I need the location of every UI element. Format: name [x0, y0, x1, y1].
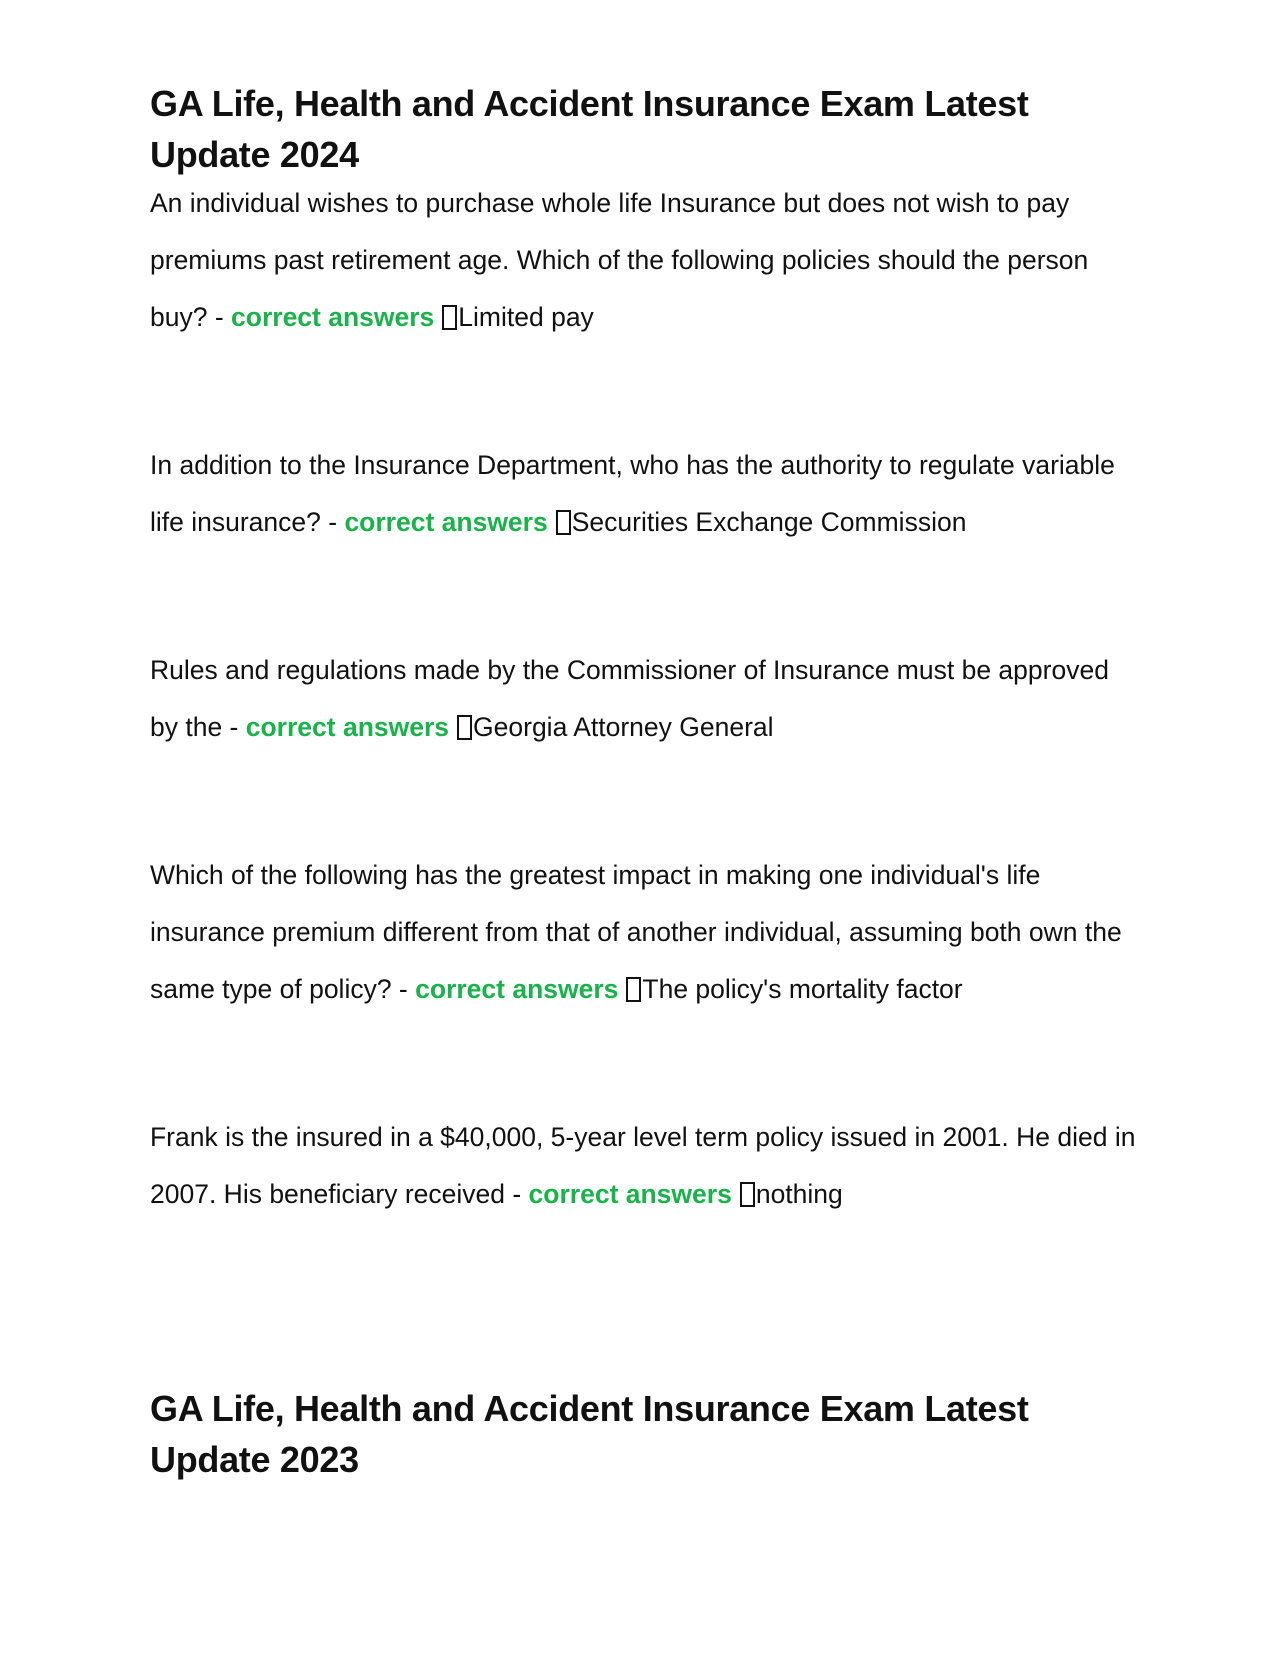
question-text: Rules and regulations made by the Commissioner of Insurance must be approved by the -: [150, 655, 1109, 742]
answer-text: Securities Exchange Commission: [571, 507, 967, 537]
qa-item-5: [150, 1109, 1140, 1223]
missing-glyph-icon: [556, 510, 571, 535]
question-text: An individual wishes to purchase whole life Insurance but does not wish to pay premiums past retirement age. Which of the following policies should the person buy? -: [150, 188, 1089, 332]
document-title: GA Life, Health and Accident Insurance Exam Latest Update 2024: [150, 83, 1029, 175]
qa-item-1: [150, 175, 1140, 346]
answer-text: nothing: [755, 1179, 843, 1209]
missing-glyph-icon: [457, 715, 472, 740]
question-text: Frank is the insured in a $40,000, 5-year level term policy issued in 2001. He died in 2007. His beneficiary received -: [150, 1122, 1136, 1209]
qa-item-4: [150, 847, 1140, 1018]
correct-answers-label: correct answers: [344, 507, 548, 537]
qa-item-2: [150, 437, 1140, 551]
answer-text: Limited pay: [458, 302, 594, 332]
qa-item-3: [150, 642, 1140, 756]
question-text: Which of the following has the greatest impact in making one individual's life insurance premium different from that of another individual, assuming both own the same type of policy? -: [150, 860, 1122, 1004]
document-title-secondary: GA Life, Health and Accident Insurance Exam Latest Update 2023: [150, 1388, 1029, 1480]
document-page: [150, 78, 1140, 1485]
missing-glyph-icon: [740, 1182, 755, 1207]
correct-answers-label: correct answers: [245, 712, 450, 742]
correct-answers-label: correct answers: [415, 974, 619, 1004]
missing-glyph-icon: [442, 305, 457, 330]
answer-text: Georgia Attorney General: [473, 712, 774, 742]
correct-answers-label: correct answers: [528, 1179, 732, 1209]
correct-answers-label: correct answers: [231, 302, 435, 332]
missing-glyph-icon: [626, 977, 641, 1002]
question-text: In addition to the Insurance Department, who has the authority to regulate variable life insurance? -: [150, 450, 1115, 537]
answer-text: The policy's mortality factor: [642, 974, 963, 1004]
